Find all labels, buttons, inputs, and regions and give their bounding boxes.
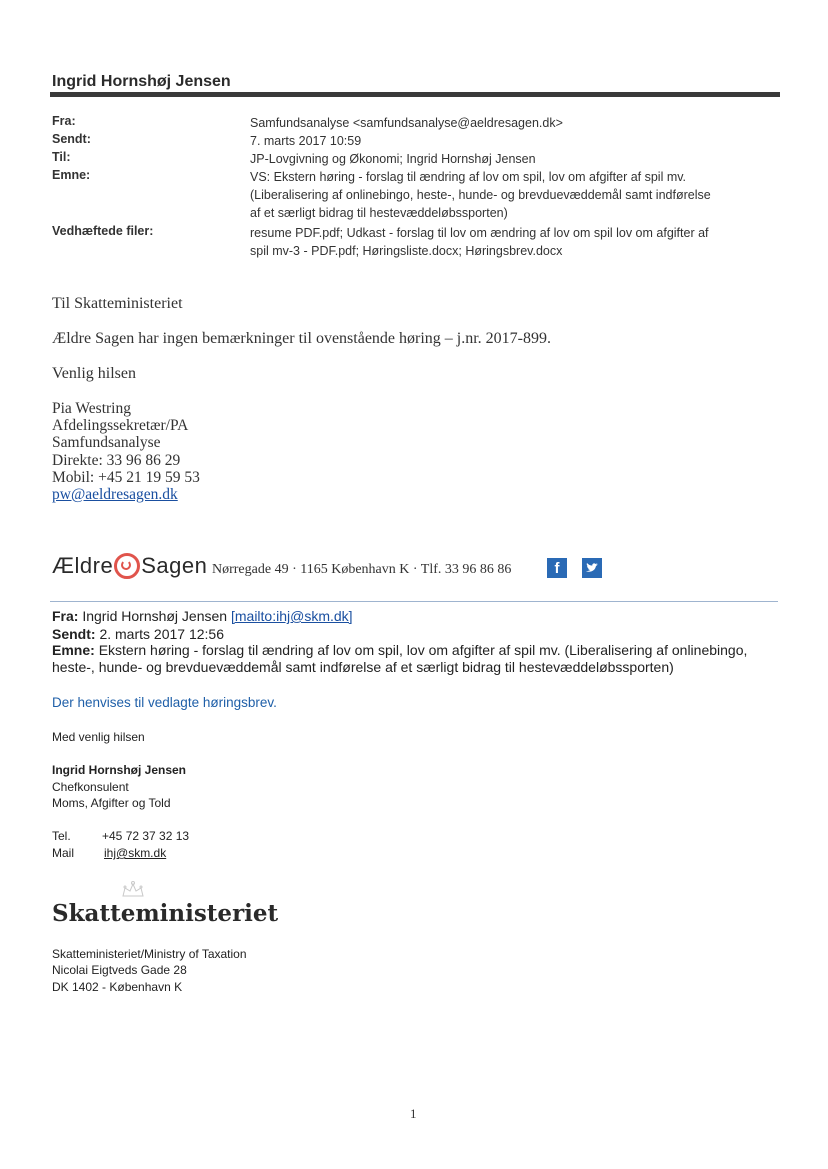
twitter-bird-icon: [582, 558, 602, 578]
sig-title: Afdelingssekretær/PA: [52, 417, 189, 434]
ministry-line-2: Nicolai Eigtveds Gade 28: [52, 963, 187, 977]
salutation: Til Skatteministeriet: [52, 295, 183, 312]
banner-address: Nørregade 49 · 1165 København K · Tlf. 33 96 86 86: [212, 562, 512, 577]
ministry-line-1: Skatteministeriet/Ministry of Taxation: [52, 947, 247, 961]
to-label: Til:: [52, 150, 71, 164]
fw-from-value: Ingrid Hornshøj Jensen: [82, 608, 228, 624]
fw-sent-value: 2. marts 2017 12:56: [99, 626, 224, 642]
fw-subject-line-1: Ekstern høring - forslag til ændring af lov om spil, lov om afgifter af spil mv. (Liberalisering af onlinebingo,: [98, 642, 748, 658]
fw-mailto-link[interactable]: [mailto:ihj@skm.dk]: [230, 608, 353, 624]
page-number: 1: [410, 1106, 417, 1121]
to-value: JP-Lovgivning og Økonomi; Ingrid Hornshøj Jensen: [250, 152, 536, 166]
attachments-label: Vedhæftede filer:: [52, 224, 154, 238]
from-label: Fra:: [52, 114, 76, 128]
twitter-icon[interactable]: [582, 558, 602, 578]
fw-subject-row: [52, 641, 772, 659]
subject-label: Emne:: [52, 168, 91, 182]
fw-sig-name: Ingrid Hornshøj Jensen: [52, 763, 187, 777]
fw-note: Der henvises til vedlagte høringsbrev.: [52, 695, 277, 710]
fw-sig-dept: Moms, Afgifter og Told: [52, 796, 171, 810]
ministry-line-3: DK 1402 - København K: [52, 980, 183, 994]
logo-mark-icon: [114, 553, 140, 579]
header-name: Ingrid Hornshøj Jensen: [52, 73, 231, 90]
message-text: Ældre Sagen har ingen bemærkninger til ovenstående høring – j.nr. 2017-899.: [52, 330, 552, 347]
sent-label: Sendt:: [52, 132, 91, 146]
fw-tel-value: +45 72 37 32 13: [102, 829, 190, 843]
fw-mail-link[interactable]: ihj@skm.dk: [104, 846, 167, 860]
fw-from-label: Fra:: [52, 608, 79, 624]
sig-mobile: Mobil: +45 21 19 59 53: [52, 469, 200, 486]
logo-text-right: Sagen: [141, 553, 208, 578]
subject-line-2: (Liberalisering af onlinebingo, heste-, hunde- og brevduevæddemål samt indførelse: [250, 188, 711, 202]
fw-sent-label: Sendt:: [52, 626, 96, 642]
sent-value: 7. marts 2017 10:59: [250, 134, 362, 148]
fw-mail-label: Mail: [52, 846, 75, 860]
logo-text-left: Ældre: [52, 553, 114, 578]
sig-direct: Direkte: 33 96 86 29: [52, 452, 181, 469]
sig-email-link[interactable]: pw@aeldresagen.dk: [52, 486, 178, 503]
ministry-title: Skatteministeriet: [52, 900, 279, 927]
fw-from-row: [52, 607, 772, 625]
fw-subject-line-2: heste-, hunde- og brevduevæddemål samt indførelse af et særligt bidrag til hestevæddeløbssporten): [52, 659, 674, 675]
sig-name: Pia Westring: [52, 400, 131, 417]
sig-dept: Samfundsanalyse: [52, 434, 161, 451]
fw-sig-title: Chefkonsulent: [52, 780, 129, 794]
facebook-icon[interactable]: f: [547, 558, 567, 578]
attachments-line-2[interactable]: spil mv-3 - PDF.pdf; Høringsliste.docx; Høringsbrev.docx: [250, 244, 563, 258]
subject-line-3: af et særligt bidrag til hestevæddeløbssporten): [250, 206, 508, 220]
fw-tel-label: Tel.: [52, 829, 71, 843]
fw-subject-label: Emne:: [52, 642, 95, 658]
crown-icon: [120, 880, 146, 898]
aeldre-sagen-logo: [52, 553, 207, 579]
fw-closing: Med venlig hilsen: [52, 730, 145, 744]
forward-separator: [50, 601, 778, 602]
closing: Venlig hilsen: [52, 365, 136, 382]
from-value: Samfundsanalyse <samfundsanalyse@aeldresagen.dk>: [250, 116, 563, 130]
attachments-line-1[interactable]: resume PDF.pdf; Udkast - forslag til lov om ændring af lov om spil lov om afgifter af: [250, 226, 709, 240]
subject-line-1: VS: Ekstern høring - forslag til ændring af lov om spil, lov om afgifter af spil mv.: [250, 170, 687, 184]
header-divider: [50, 92, 780, 97]
